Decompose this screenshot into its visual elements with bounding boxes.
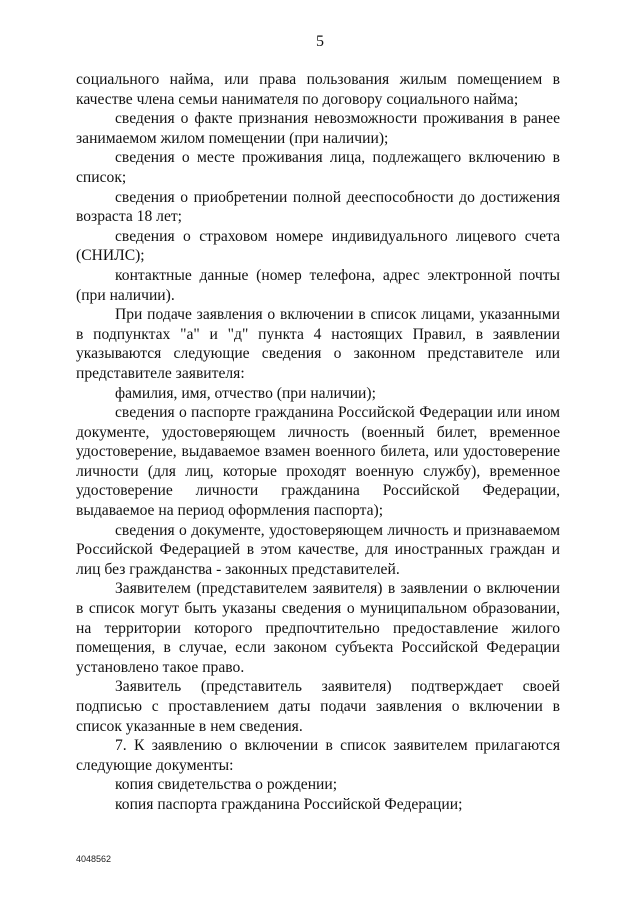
paragraph: При подаче заявления о включении в список лицами, указанными в подпунктах "а" и "д" пункта 4 настоящих Правил, в заявлении указываются следующие сведения о законном представителе или представителе заявителя: bbox=[76, 306, 564, 382]
paragraph: сведения о приобретении полной дееспособности до достижения возраста 18 лет; bbox=[76, 188, 564, 226]
paragraph: фамилия, имя, отчество (при наличии); bbox=[115, 384, 376, 402]
paragraph: контактные данные (номер телефона, адрес электронной почты (при наличии). bbox=[76, 266, 564, 304]
paragraph: сведения о месте проживания лица, подлежащего включению в список; bbox=[76, 149, 564, 186]
page-number: 5 bbox=[316, 33, 324, 50]
paragraph-continuation: социального найма, или права пользования жилым помещением в качестве члена семьи нанимателя по договору социального найма; bbox=[76, 71, 564, 108]
document-body bbox=[76, 70, 564, 815]
paragraph: копия свидетельства о рождении; bbox=[115, 776, 338, 794]
paragraph: сведения о факте признания невозможности проживания в ранее занимаемом жилом помещении (при наличии); bbox=[76, 110, 564, 147]
paragraph: 7. К заявлению о включении в список заявителем прилагаются следующие документы: bbox=[76, 737, 564, 774]
paragraph: сведения о документе, удостоверяющем личность и признаваемом Российской Федерацией в этом качестве, для иностранных граждан и лиц без гражданства - законных представителей. bbox=[76, 521, 564, 578]
paragraph: копия паспорта гражданина Российской Федерации; bbox=[115, 795, 463, 813]
paragraph: Заявитель (представитель заявителя) подтверждает своей подписью с проставлением даты подачи заявления о включении в список указанные в нем сведения. bbox=[76, 678, 564, 735]
paragraph: Заявителем (представителем заявителя) в заявлении о включении в список могут быть указаны сведения о муниципальном образовании, на территории которого предпочтительно предоставление жилого помещения, в случае, если законом субъекта Российской Федерации установлено такое право. bbox=[76, 580, 564, 676]
paragraph: сведения о страховом номере индивидуального лицевого счета (СНИЛС); bbox=[76, 227, 564, 265]
paragraph: сведения о паспорте гражданина Российской Федерации или ином документе, удостоверяющем личность (военный билет, временное удостоверение, выдаваемое взамен военного билета, или удостоверение личности (для лиц, которые проходят военную службу), временное удостоверение личности гражданина Российской Федерации, выдаваемое на период оформления паспорта); bbox=[76, 404, 564, 520]
document-code: 4048562 bbox=[76, 854, 112, 864]
